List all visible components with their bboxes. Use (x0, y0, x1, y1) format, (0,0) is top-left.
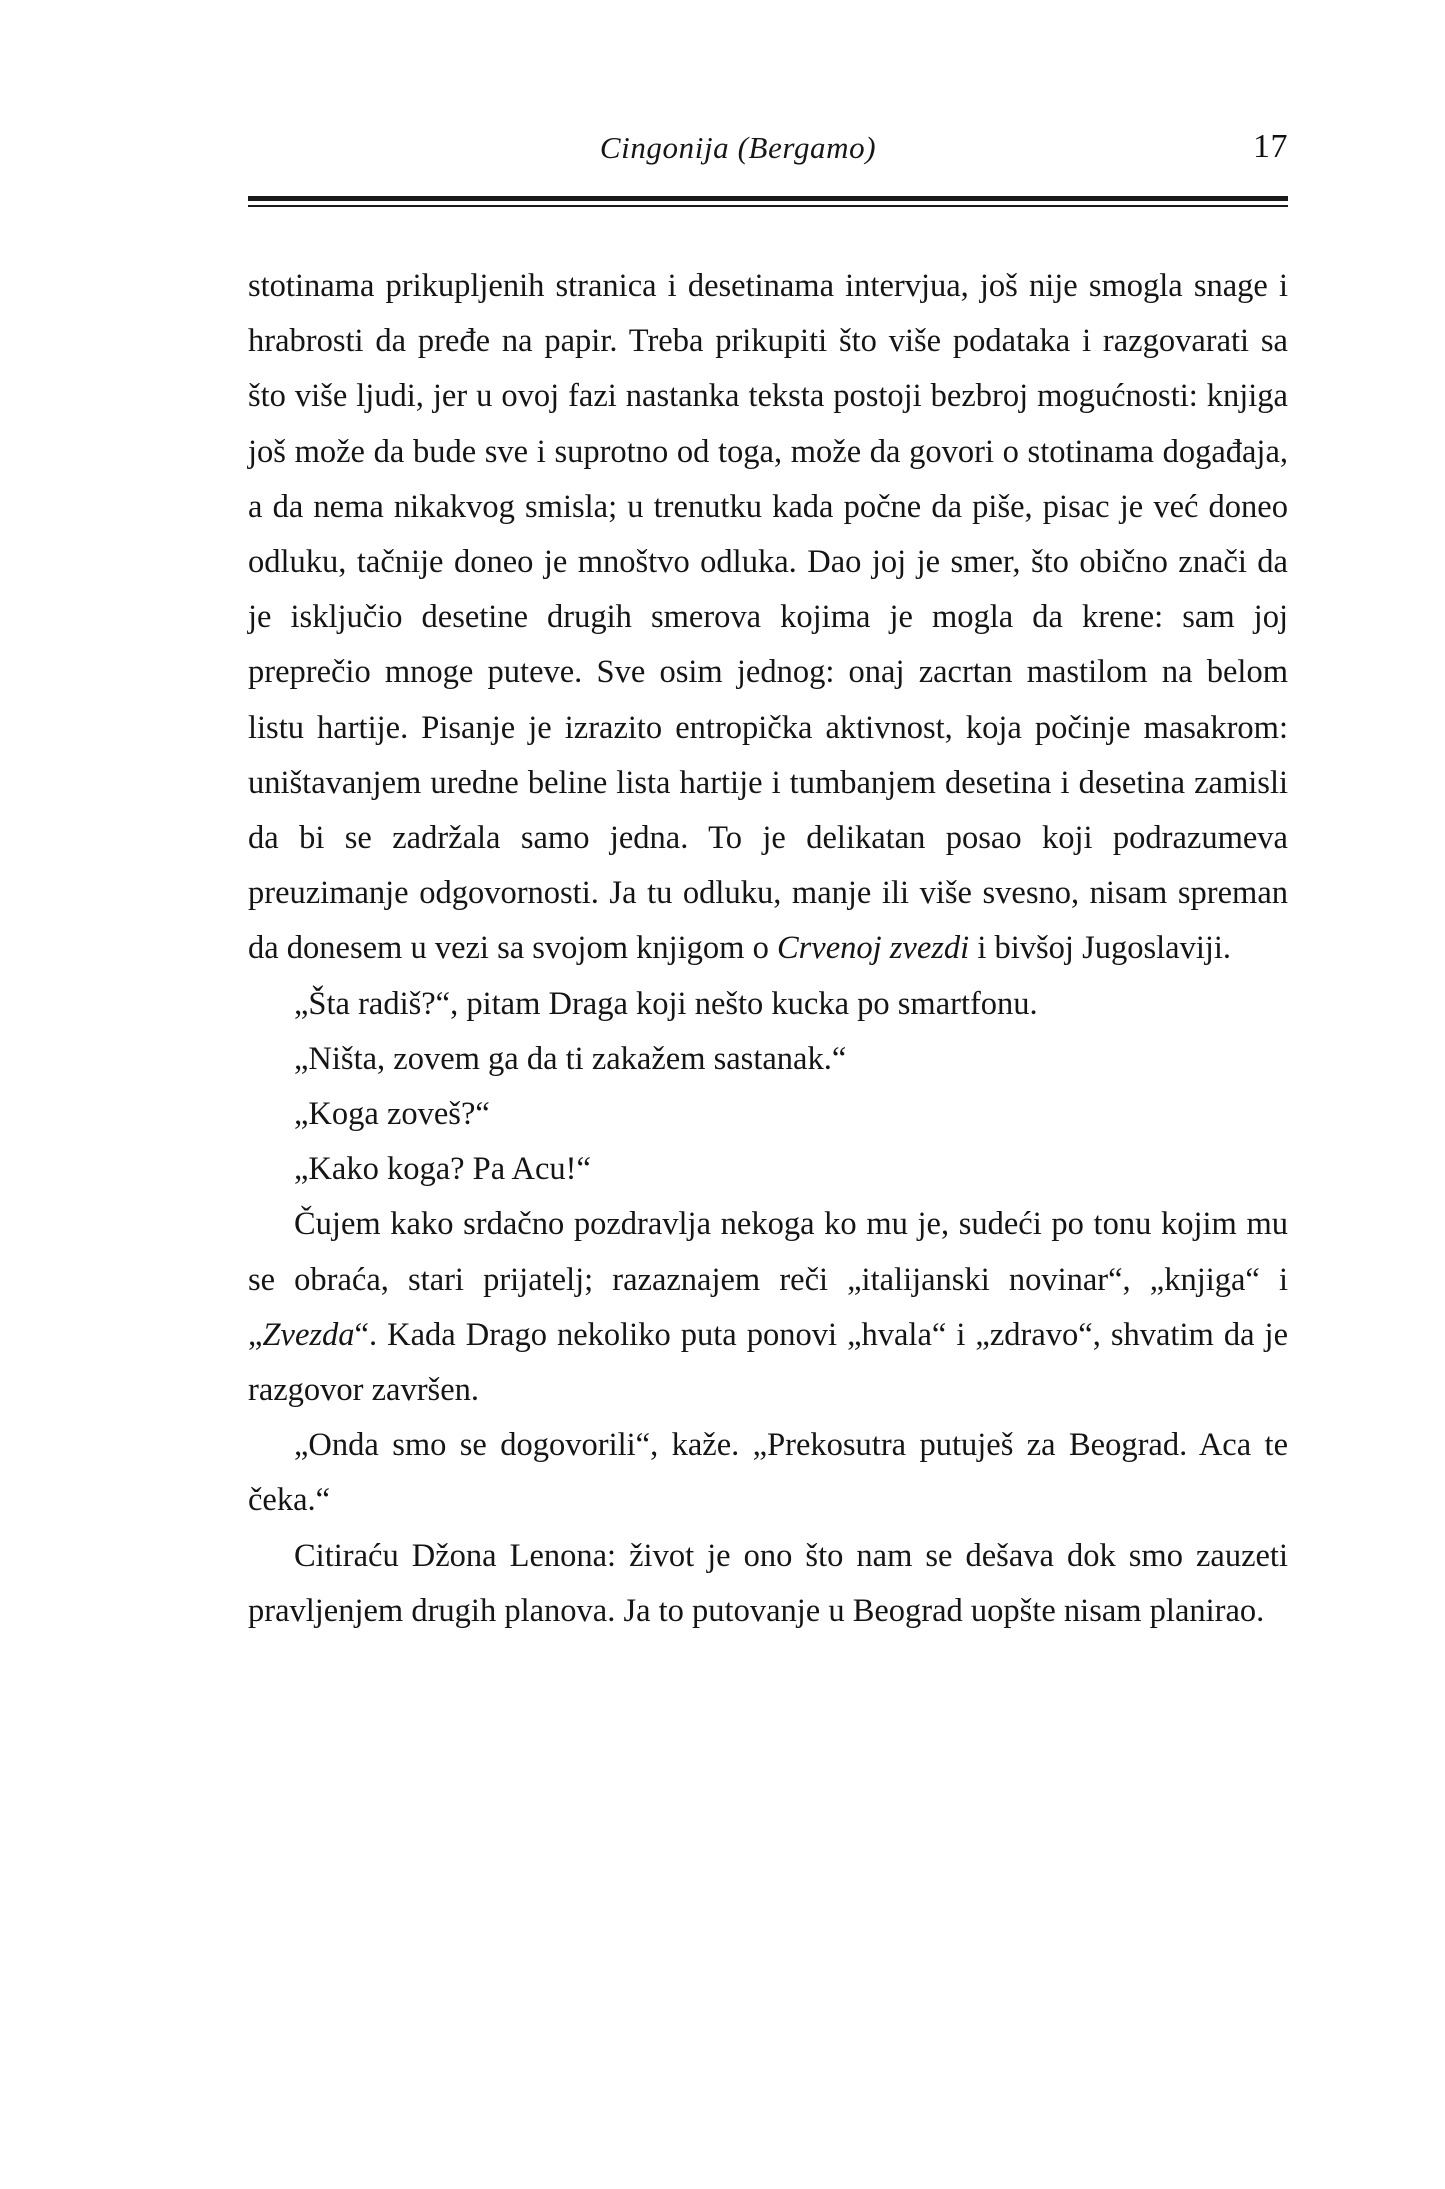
dialogue-line-2: „Ništa, zovem ga da ti zakažem sastanak.“ (294, 1040, 847, 1077)
rule-thin (248, 205, 1288, 207)
body-text (248, 259, 1288, 1639)
paragraph-citiracu: Citiraću Džona Lenona: život je ono što nam se dešava dok smo zauzeti pravljenjem drugih planova. Ja to putovanje u Beograd uopšte nisam planirao. (248, 1537, 1288, 1629)
header-divider-rule (248, 196, 1288, 207)
paragraph-text-tail: i bivšoj Jugoslaviji. (969, 930, 1232, 967)
italic-title-zvezda: Zvezda (262, 1316, 355, 1353)
running-head (248, 130, 1288, 184)
paragraph-text: Čujem kako srdačno pozdravlja nekoga ko mu je, sudeći po tonu kojim mu se obraća, stari prijatelj; razaznajem reči „italijanski novinar“, „knjiga“ i „ (248, 1206, 1288, 1353)
italic-title-crvena-zvezda: Crvenoj zvezdi (776, 930, 970, 967)
paragraph-cujem (248, 1197, 1288, 1418)
paragraph-opening (248, 259, 1288, 977)
dialogue-line-1: „Šta radiš?“, pitam Draga koji nešto kucka po smartfonu. (294, 985, 1038, 1022)
dialogue-line-3: „Koga zoveš?“ (294, 1096, 490, 1133)
dialogue-line-4: „Kako koga? Pa Acu!“ (294, 1151, 591, 1188)
page-content-frame (248, 130, 1288, 1639)
paragraph-text-tail: “. Kada Drago nekoliko puta ponovi „hvala“ i „zdravo“, shvatim da je razgovor završen. (248, 1316, 1288, 1409)
running-head-title: Cingonija (Bergamo) (599, 130, 877, 165)
paragraph-text: stotinama prikupljenih stranica i desetinama intervjua, još nije smogla snage i hrabrosti da pređe na papir. Treba prikupiti što više podataka i razgovarati sa što više ljudi, jer u ovoj fazi nastanka teksta postoji bezbroj mogućnosti: knjiga još može da bude sve i suprotno od toga, može da govori o stotinama događaja, a da nema nikakvog smisla; u trenutku kada počne da piše, pisac je već doneo odluku, tačnije doneo je mnoštvo odluka. Dao joj je smer, što obično znači da je isključio desetine drugih smerova kojima je mogla da krene: sam joj preprečio mnoge puteve. Sve osim jednog: onaj zacrtan mastilom na belom listu hartije. Pisanje je izrazito entropička aktivnost, koja počinje masakrom: uništavanjem uredne beline lista hartije i tumbanjem desetina i desetina zamisli da bi se zadržala samo jedna. To je delikatan posao koji podrazumeva preuzimanje odgovornosti. Ja tu odluku, manje ili više svesno, nisam spreman da donesem u vezi sa svojom knjigom o (248, 268, 1288, 967)
page-number: 17 (1253, 128, 1288, 165)
paragraph-onda-smo: „Onda smo se dogovorili“, kaže. „Prekosutra putuješ za Beograd. Aca te čeka.“ (248, 1427, 1288, 1519)
